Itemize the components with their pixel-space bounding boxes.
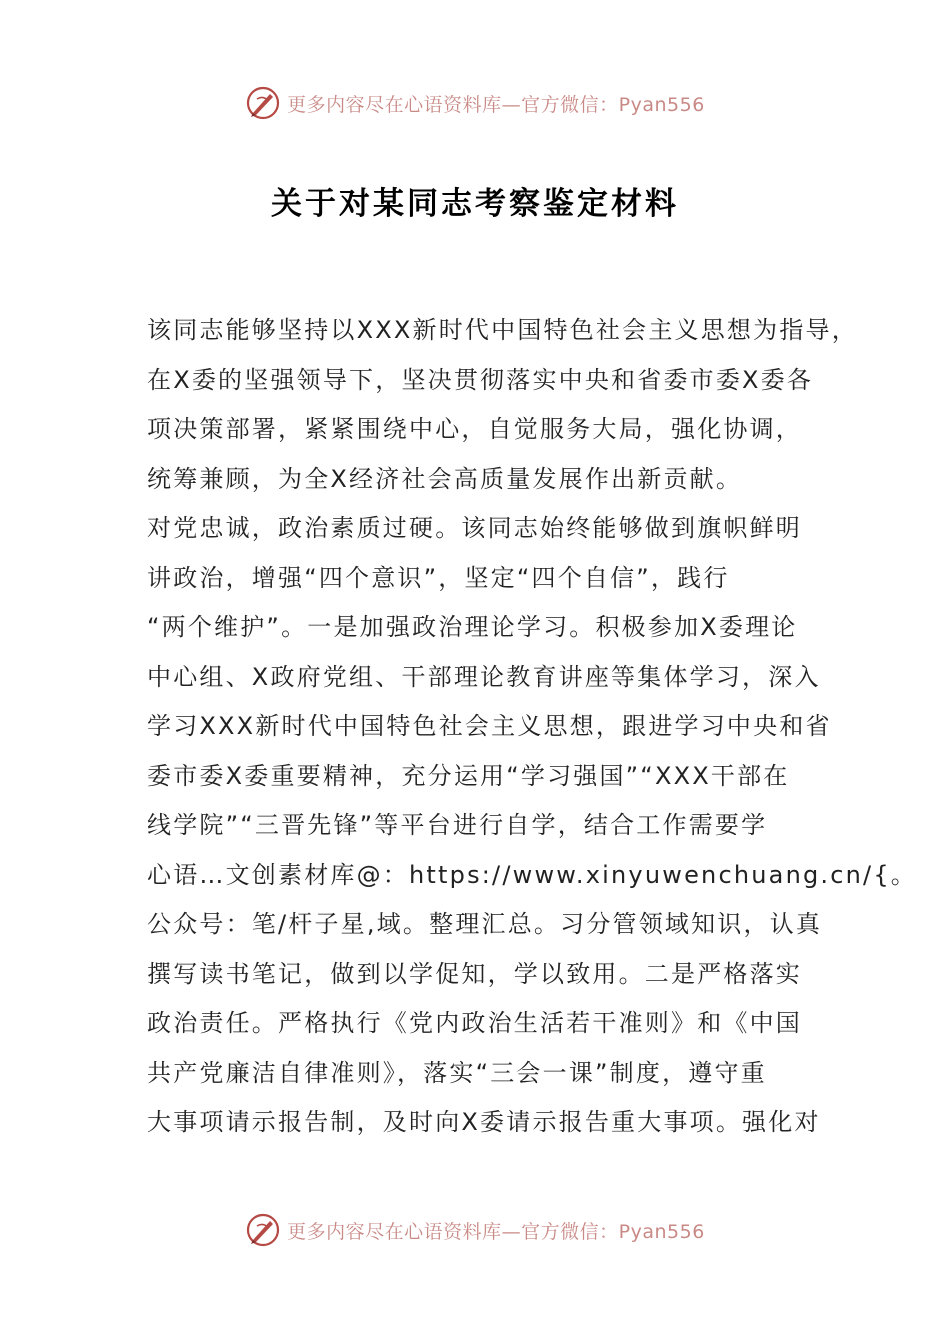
body-line: 在X委的坚强领导下，坚决贯彻落实中央和省委市委X委各 bbox=[147, 365, 814, 394]
body-line: 项决策部署，紧紧围绕中心，自觉服务大局，强化协调， bbox=[147, 415, 802, 443]
body-line: 共产党廉洁自律准则》，落实“三会一课”制度，遵守重 bbox=[147, 1058, 767, 1087]
body-line: 学习XXX新时代中国特色社会主义思想，跟进学习中央和省 bbox=[147, 712, 832, 740]
header-banner bbox=[0, 81, 950, 125]
body-line: 撰写读书笔记，做到以学促知，学以致用。二是严格落实 bbox=[147, 959, 802, 988]
footer-wechat-id: Pyan556 bbox=[618, 1220, 705, 1243]
body-line: 讲政治，增强“四个意识”，坚定“四个自信”，践行 bbox=[147, 563, 730, 592]
document-title: 关于对某同志考察鉴定材料 bbox=[271, 186, 679, 222]
footer-banner bbox=[0, 1208, 950, 1252]
body-line: 政治责任。严格执行《党内政治生活若干准则》和《中国 bbox=[147, 1009, 802, 1037]
pen-logo-icon bbox=[245, 85, 281, 121]
body-line: 对党忠诚，政治素质过硬。该同志始终能够做到旗帜鲜明 bbox=[147, 514, 802, 542]
body-line: 中心组、X政府党组、干部理论教育讲座等集体学习，深入 bbox=[147, 662, 821, 691]
body-line-watermark: 心语…文创素材库@：https://www.xinyuwenchuang.cn/{。 bbox=[147, 860, 918, 889]
document-body bbox=[147, 306, 918, 1148]
body-line: 该同志能够坚持以XXX新时代中国特色社会主义思想为指导， bbox=[147, 316, 858, 344]
footer-banner-text: 更多内容尽在心语资料库—官方微信：Pyan556 bbox=[287, 1220, 705, 1243]
body-line: “两个维护”。一是加强政治理论学习。积极参加X委理论 bbox=[147, 613, 798, 641]
body-line: 委市委X委重要精神，充分运用“学习强国”“XXX干部在 bbox=[147, 761, 790, 790]
body-line: 大事项请示报告制，及时向X委请示报告重大事项。强化对 bbox=[147, 1108, 821, 1136]
body-line: 统筹兼顾，为全X经济社会高质量发展作出新贡献。 bbox=[147, 464, 743, 493]
pen-logo-icon bbox=[245, 1212, 281, 1248]
body-line: 公众号：笔/杆子星,域。整理汇总。习分管领域知识，认真 bbox=[147, 910, 823, 938]
header-wechat-id: Pyan556 bbox=[618, 93, 705, 116]
header-banner-text: 更多内容尽在心语资料库—官方微信：Pyan556 bbox=[287, 93, 705, 116]
body-line: 线学院”“三晋先锋”等平台进行自学，结合工作需要学 bbox=[147, 811, 768, 839]
